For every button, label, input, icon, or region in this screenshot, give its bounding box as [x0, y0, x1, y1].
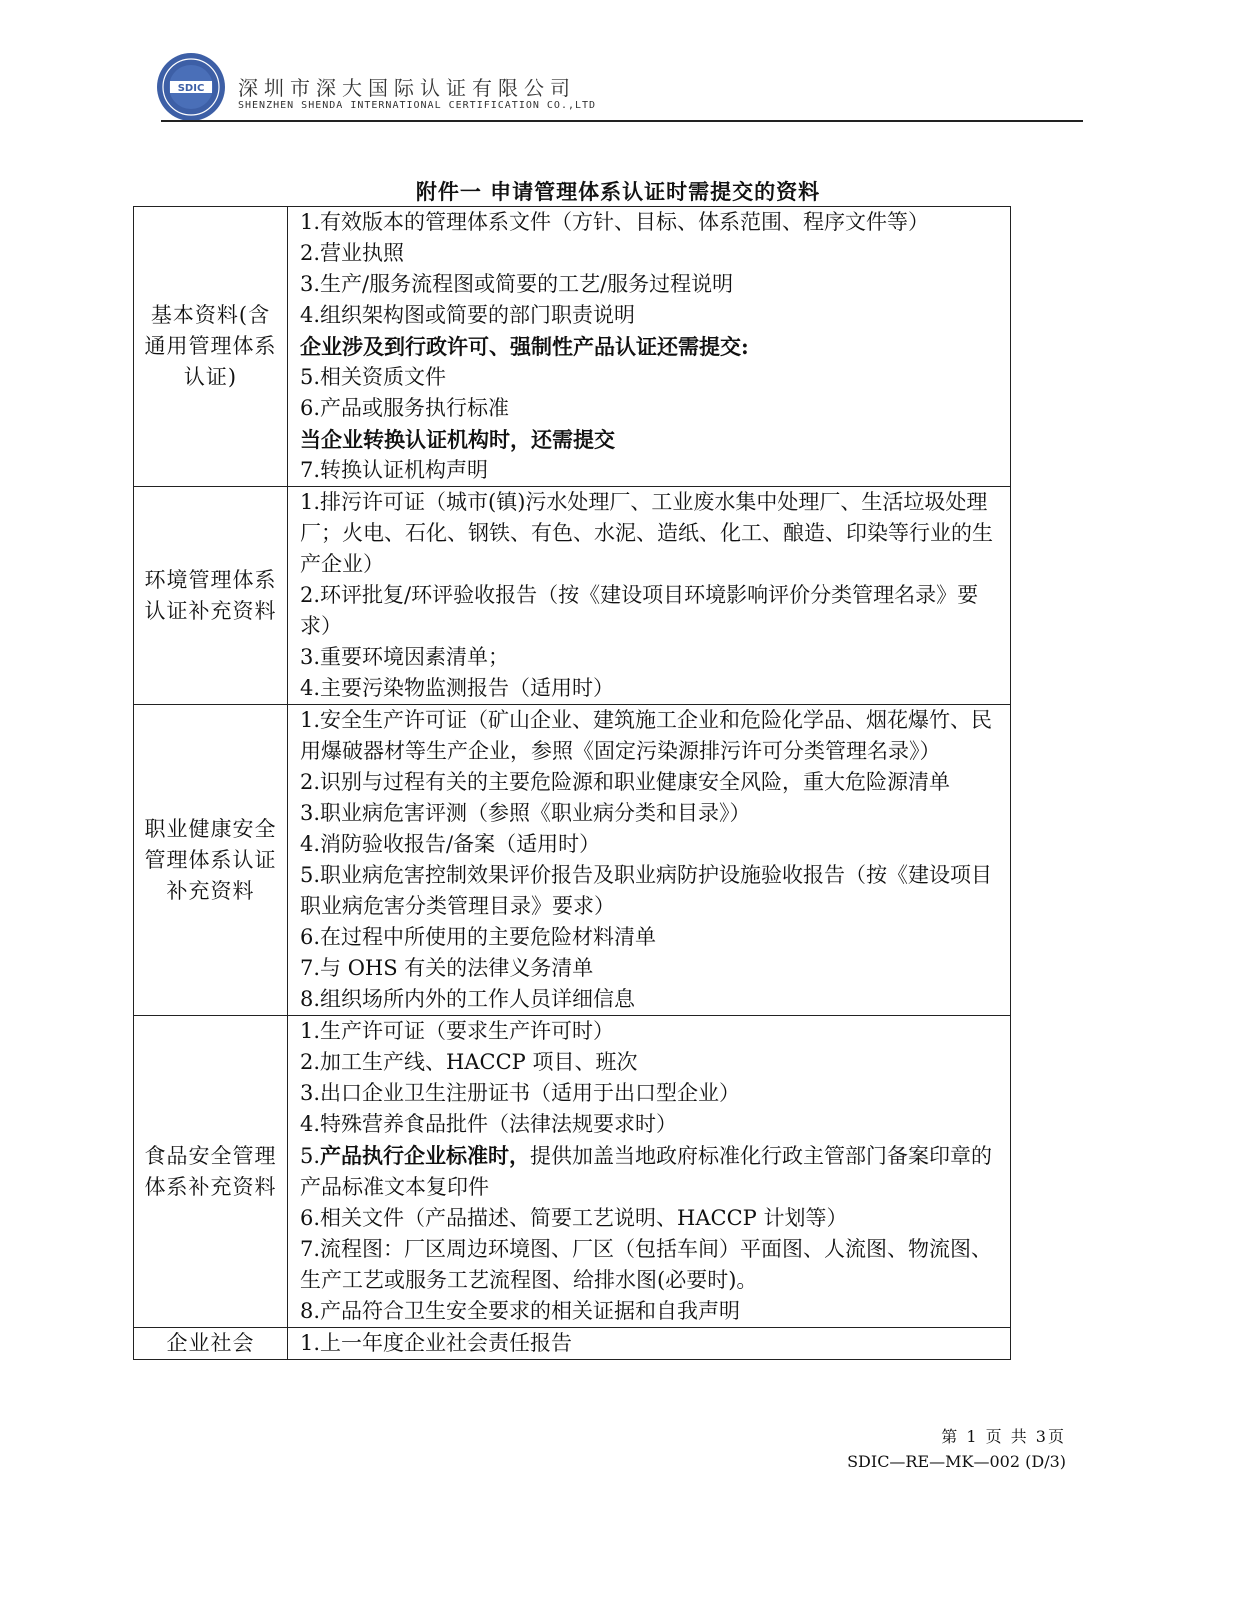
- sdic-logo-icon: [156, 52, 226, 122]
- list-item: 4.消防验收报告/备案（适用时）: [300, 832, 601, 856]
- table-row: [134, 1016, 1011, 1328]
- list-item: 8.组织场所内外的工作人员详细信息: [300, 987, 636, 1011]
- list-item: 3.重要环境因素清单；: [300, 645, 510, 669]
- category-cell: [134, 487, 288, 705]
- logo-text: SDIC: [177, 83, 205, 94]
- list-item: 8.产品符合卫生安全要求的相关证据和自我声明: [300, 1299, 741, 1323]
- items-cell: [288, 1328, 1011, 1360]
- list-item: 3.出口企业卫生注册证书（适用于出口型企业）: [300, 1081, 741, 1105]
- company-name-cn: 深圳市深大国际认证有限公司: [238, 76, 576, 100]
- items-cell: [288, 207, 1011, 487]
- list-item: 7.转换认证机构声明: [300, 458, 489, 482]
- category-label: 企业社会: [166, 1331, 255, 1355]
- item-bold-text: 产品执行企业标准时，: [320, 1143, 531, 1168]
- list-item: 7.与 OHS 有关的法律义务清单: [300, 956, 594, 980]
- list-item: [300, 1140, 1002, 1203]
- list-item: 1.上一年度企业社会责任报告: [300, 1331, 573, 1355]
- category-label: 基本资料(含通用管理体系认证): [144, 303, 277, 389]
- category-label: 职业健康安全管理体系认证补充资料: [144, 816, 277, 903]
- list-item: 2.营业执照: [300, 241, 405, 265]
- category-cell: [134, 705, 288, 1016]
- list-item: 5.职业病危害控制效果评价报告及职业病防护设施验收报告（按《建设项目职业病危害分类管理目录》要求）: [300, 863, 993, 918]
- page-header: [156, 50, 1084, 122]
- list-item: 2.识别与过程有关的主要危险源和职业健康安全风险，重大危险源清单: [300, 770, 951, 794]
- category-label: 食品安全管理体系补充资料: [144, 1143, 277, 1199]
- list-item: 2.加工生产线、HACCP 项目、班次: [300, 1050, 638, 1074]
- list-subheading: 企业涉及到行政许可、强制性产品认证还需提交:: [300, 334, 749, 359]
- list-item: 4.特殊营养食品批件（法律法规要求时）: [300, 1112, 678, 1136]
- list-item: 4.组织架构图或简要的部门职责说明: [300, 303, 636, 327]
- items-cell: [288, 705, 1011, 1016]
- company-name-en: SHENZHEN SHENDA INTERNATIONAL CERTIFICATION CO.,LTD: [238, 100, 597, 111]
- list-item: 1.排污许可证（城市(镇)污水处理厂、工业废水集中处理厂、生活垃圾处理厂；火电、石化、钢铁、有色、水泥、造纸、化工、酿造、印染等行业的生产企业）: [300, 490, 993, 576]
- table-row: [134, 207, 1011, 487]
- list-item: 4.主要污染物监测报告（适用时）: [300, 676, 615, 700]
- category-cell: [134, 1016, 288, 1328]
- category-cell: [134, 207, 288, 487]
- items-cell: [288, 487, 1011, 705]
- list-item: 1.安全生产许可证（矿山企业、建筑施工企业和危险化学品、烟花爆竹、民用爆破器材等生产企业，参照《固定污染源排污许可分类管理名录》）: [300, 708, 993, 763]
- list-subheading: 当企业转换认证机构时，还需提交: [300, 427, 615, 452]
- document-code: SDIC—RE—MK—002 (D/3): [847, 1452, 1066, 1471]
- header-divider: [161, 120, 1083, 122]
- table-row: [134, 487, 1011, 705]
- list-item: 1.生产许可证（要求生产许可时）: [300, 1019, 615, 1043]
- category-label: 环境管理体系认证补充资料: [144, 567, 277, 623]
- list-item: 5.相关资质文件: [300, 365, 447, 389]
- list-item: 3.生产/服务流程图或简要的工艺/服务过程说明: [300, 272, 734, 296]
- list-item: 1.有效版本的管理体系文件（方针、目标、体系范围、程序文件等）: [300, 210, 930, 234]
- list-item: 3.职业病危害评测（参照《职业病分类和目录》）: [300, 801, 751, 825]
- item-text: 提供加盖当地政府标准化行政主管部门备案印章的产品标准文本复印件: [300, 1144, 993, 1199]
- list-item: 2.环评批复/环评验收报告（按《建设项目环境影响评价分类管理名录》要求）: [300, 583, 979, 638]
- table-row: [134, 705, 1011, 1016]
- list-item: 6.在过程中所使用的主要危险材料清单: [300, 925, 657, 949]
- table-row: [134, 1328, 1011, 1360]
- list-item: 6.相关文件（产品描述、简要工艺说明、HACCP 计划等）: [300, 1206, 848, 1230]
- document-title: 附件一 申请管理体系认证时需提交的资料: [415, 179, 821, 204]
- category-cell: [134, 1328, 288, 1360]
- list-item: 6.产品或服务执行标准: [300, 396, 510, 420]
- requirements-table: [133, 206, 1011, 1360]
- page-number: 第 1 页 共 3页: [941, 1427, 1066, 1446]
- item-number: 5.: [300, 1144, 321, 1168]
- list-item: 7.流程图：厂区周边环境图、厂区（包括车间）平面图、人流图、物流图、生产工艺或服务工艺流程图、给排水图(必要时)。: [300, 1237, 993, 1292]
- items-cell: [288, 1016, 1011, 1328]
